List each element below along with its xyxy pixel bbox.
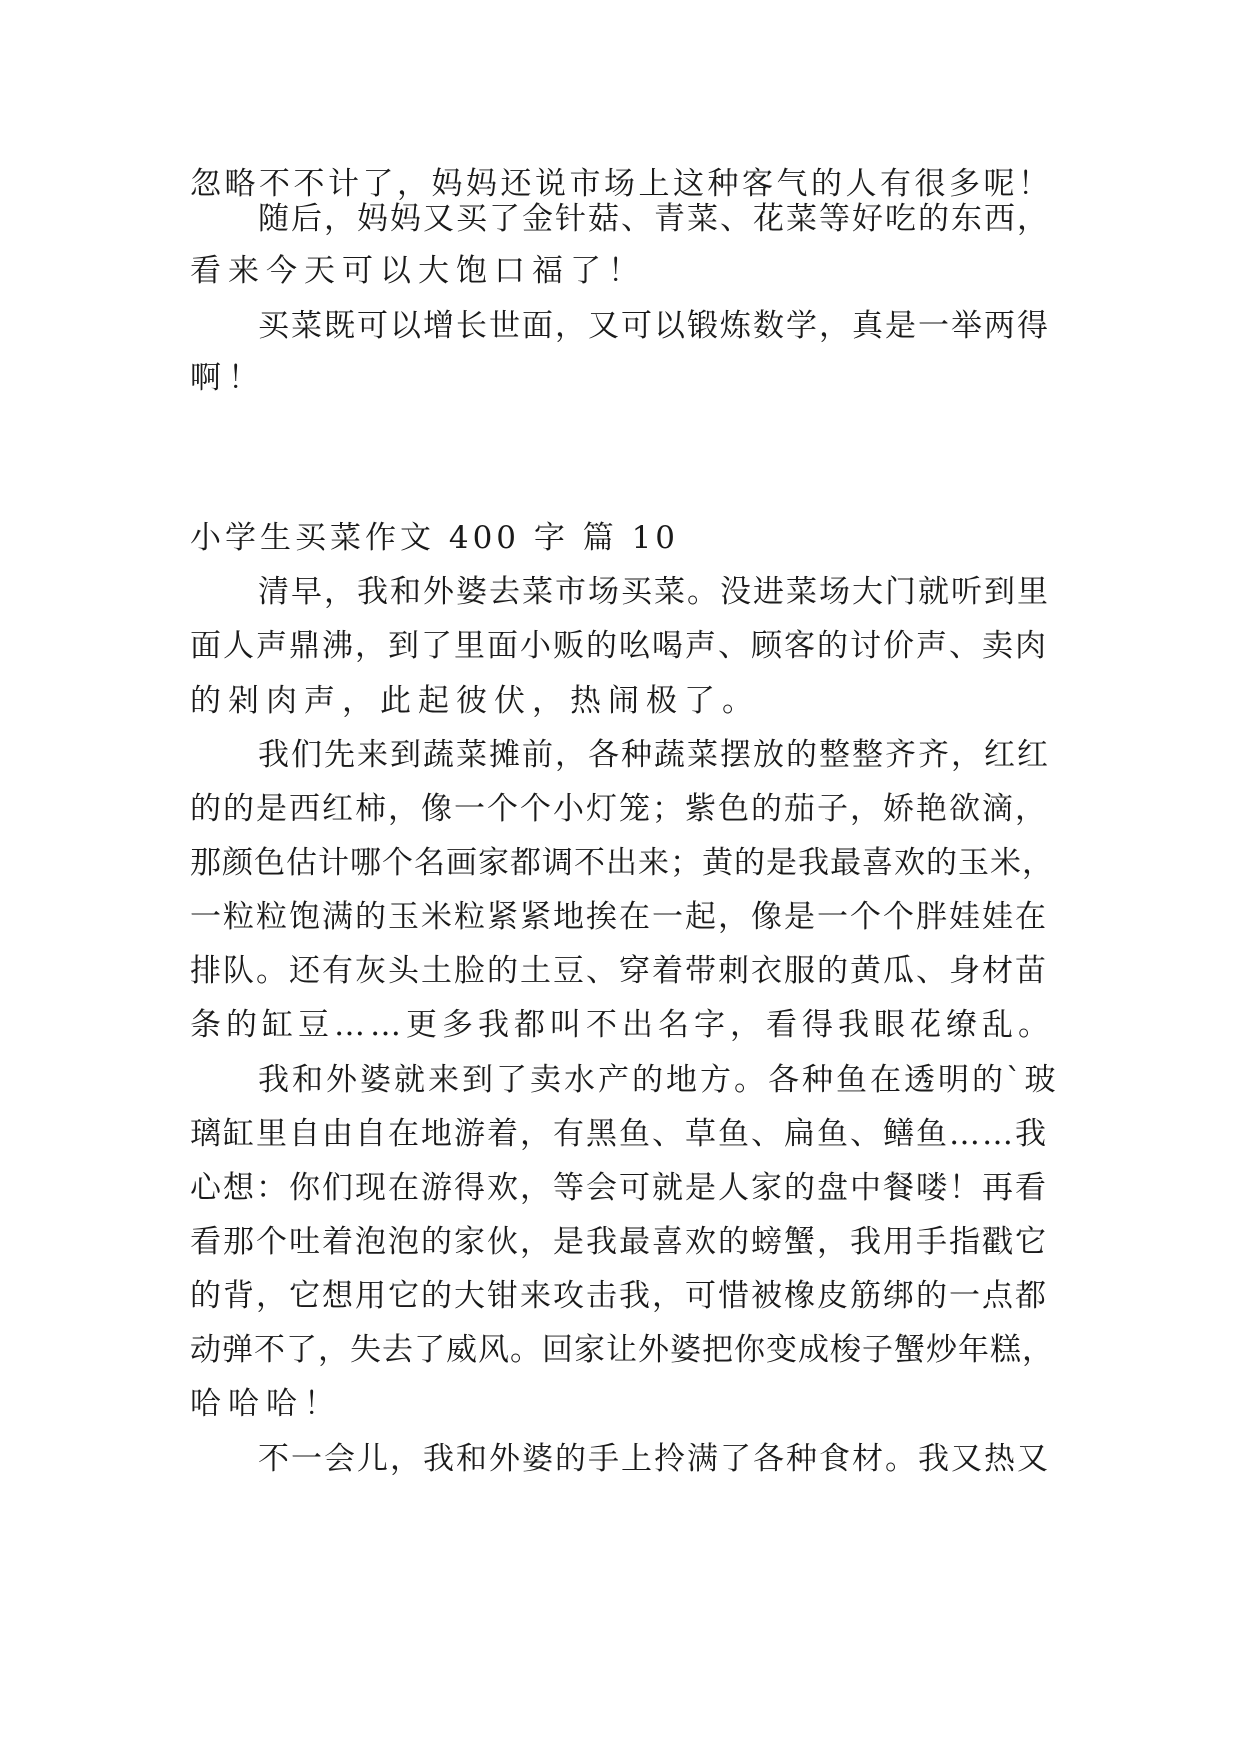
paragraph-first-line: 我们先来到蔬菜摊前，各种蔬菜摆放的整整齐齐，红红 xyxy=(258,737,1050,773)
text-line: 心想：你们现在游得欢，等会可就是人家的盘中餐喽！再看 xyxy=(190,1170,1048,1206)
paragraph-first-line: 买菜既可以增长世面，又可以锻炼数学，真是一举两得 xyxy=(258,308,1050,344)
text-line: 看来今天可以大饱口福了！ xyxy=(190,253,646,289)
text-line: 的的是西红柿，像一个个小灯笼；紫色的茄子，娇艳欲滴， xyxy=(190,791,1048,827)
text-line: 那颜色估计哪个名画家都调不出来；黄的是我最喜欢的玉米， xyxy=(190,845,1054,881)
text-line: 啊！ xyxy=(190,360,266,396)
paragraph-first-line: 不一会儿，我和外婆的手上拎满了各种食材。我又热又 xyxy=(258,1441,1050,1477)
section-heading: 小学生买菜作文 400 字 篇 10 xyxy=(190,520,680,556)
text-line: 条的缸豆……更多我都叫不出名字，看得我眼花缭乱。 xyxy=(190,1007,1054,1043)
text-line: 动弹不了，失去了威风。回家让外婆把你变成梭子蟹炒年糕， xyxy=(190,1332,1054,1368)
text-line: 的背，它想用它的大钳来攻击我，可惜被橡皮筋绑的一点都 xyxy=(190,1278,1048,1314)
paragraph-first-line: 清早，我和外婆去菜市场买菜。没进菜场大门就听到里 xyxy=(258,574,1050,610)
text-line: 看那个吐着泡泡的家伙，是我最喜欢的螃蟹，我用手指戳它 xyxy=(190,1224,1048,1260)
paragraph-first-line: 随后，妈妈又买了金针菇、青菜、花菜等好吃的东西， xyxy=(258,201,1050,237)
text-line: 忽略不不计了，妈妈还说市场上这种客气的人有很多呢！ xyxy=(190,166,1053,202)
paragraph-first-line: 我和外婆就来到了卖水产的地方。各种鱼在透明的`玻 xyxy=(258,1062,1059,1098)
text-line: 的剁肉声，此起彼伏，热闹极了。 xyxy=(190,683,760,719)
text-line: 哈哈哈！ xyxy=(190,1386,342,1422)
text-line: 璃缸里自由自在地游着，有黑鱼、草鱼、扁鱼、鳝鱼……我 xyxy=(190,1116,1048,1152)
text-line: 排队。还有灰头土脸的土豆、穿着带刺衣服的黄瓜、身材苗 xyxy=(190,953,1048,989)
text-line: 面人声鼎沸，到了里面小贩的吆喝声、顾客的讨价声、卖肉 xyxy=(190,628,1048,664)
text-line: 一粒粒饱满的玉米粒紧紧地挨在一起，像是一个个胖娃娃在 xyxy=(190,899,1048,935)
